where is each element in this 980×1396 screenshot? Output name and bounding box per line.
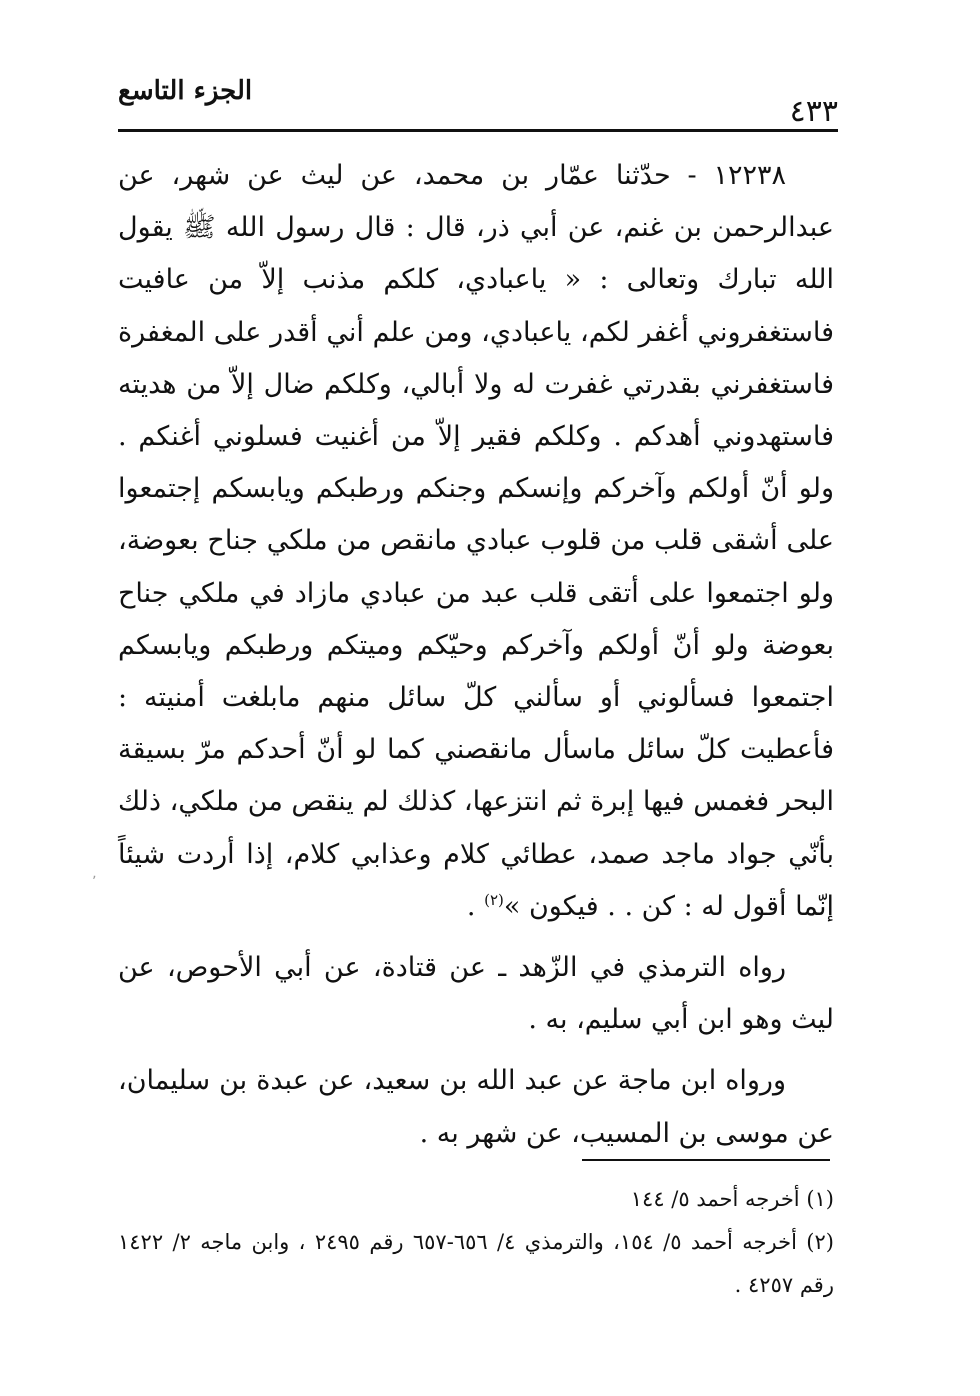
header-rule [118, 129, 838, 132]
narration-paragraph: ورواه ابن ماجة عن عبد الله بن سعيد، عن عبدة بن سليمان، عن موسى بن المسيب، عن شهر به . [118, 1065, 834, 1149]
running-title: الجزء التاسع [118, 76, 253, 106]
margin-mark: ٬ [92, 874, 97, 890]
footnote-rule [582, 1159, 830, 1161]
footnote-2: (٢) أخرجه أحمد ٥/ ١٥٤، والترمذي ٤/ ٦٥٦-٦٥٧ رقم ٢٤٩٥ ، وابن ماجه ٢/ ١٤٢٢ رقم ٤٢٥٧ . [118, 1230, 834, 1297]
hadith-text: ١٢٢٣٨ - حدّثنا عمّار بن محمد، عن ليث عن شهر، عن عبدالرحمن بن غنم، عن أبي ذر، قال : قال رسول الله ﷺ يقول الله تبارك وتعالى : « ياعبادي، كلكم مذنب إلاّ من عافيت فاستغفروني أغفر لكم، ياعبادي، ومن علم أني أقدر على المغفرة فاستغفرني بقدرتي غفرت له ولا أبالي، وكلكم ضال إلاّ من هديته فاستهدوني أهدكم . وكلكم فقير إلاّ من أغنيت فسلوني أغنكم . ولو أنّ أولكم وآخركم وإنسكم وجنكم ورطبكم ويابسكم إجتمعوا على أشقى قلب من قلوب عبادي مانقص من ملكي جناح بعوضة، ولو اجتمعوا على أتقى قلب عبد من عبادي مازاد في ملكي جناح بعوضة ولو أنّ أولكم وآخركم وحيّكم وميتكم ورطبكم ويابسكم اجتمعوا فسألوني أو سألني كلّ سائل منهم مابلغت أمنيته : فأعطيت كلّ سائل ماسأل مانقصني كما لو أنّ أحدكم مرّ بسيقة البحر فغمس فيها إبرة ثم انتزعها، كذلك لم ينقص من ملكي، ذلك بأنّي جواد ماجد صمد، عطائي كلام وعذابي كلام، إذا أردت شيئاً إنّما أقول له : كن . . فيكون » [118, 160, 834, 922]
page-header [118, 68, 838, 128]
footnotes [118, 1178, 834, 1307]
footnote-1: (١) أخرجه أحمد ٥/ ١٤٤ [630, 1187, 834, 1211]
page-number: ٤٣٣ [789, 94, 838, 129]
hadith-paragraph [118, 150, 834, 933]
hadith-end-mark: . [466, 890, 485, 922]
footnote-reference: (٢) [484, 890, 504, 909]
narration-paragraph: رواه الترمذي في الزّهد ـ عن قتادة، عن أبي الأحوص، عن ليث وهو ابن أبي سليم، به . [118, 952, 834, 1036]
main-text [118, 150, 834, 1160]
